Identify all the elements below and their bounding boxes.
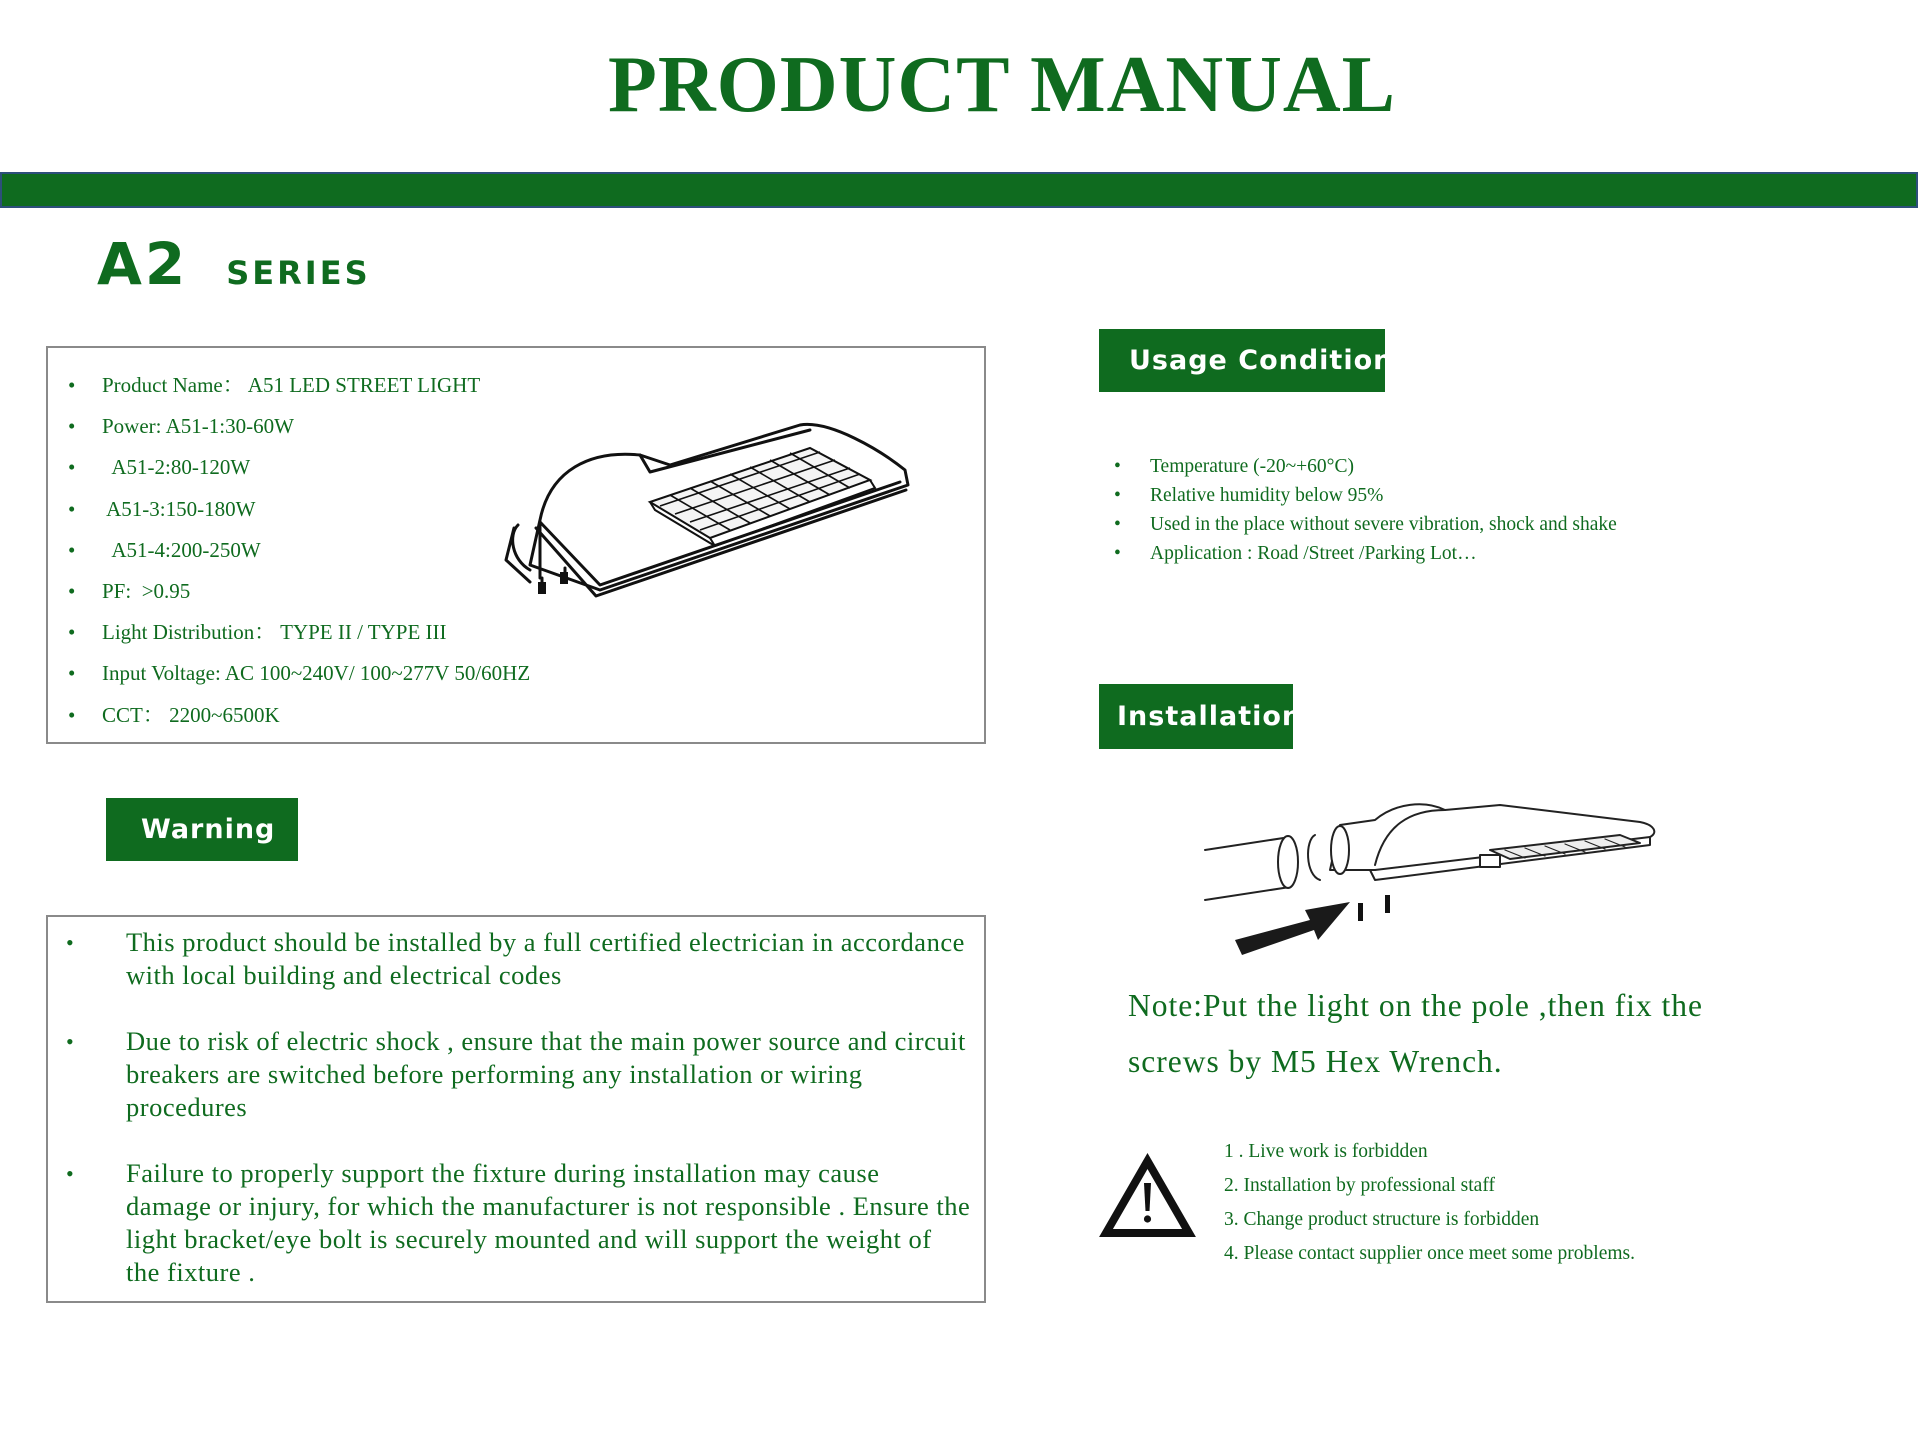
spec-item: • Input Voltage: AC 100~240V/ 100~277V 50/60HZ <box>102 658 530 699</box>
usage-item: • Temperature (-20~+60°C) <box>1150 452 1650 481</box>
series-word: series <box>226 241 371 295</box>
caution-item: 2. Installation by professional staff <box>1224 1175 1495 1196</box>
header-banner <box>0 172 1918 208</box>
spec-item: • A51-2:80-120W <box>102 452 530 493</box>
caution-item: 3. Change product structure is forbidden <box>1224 1209 1540 1230</box>
warning-item: • This product should be installed by a full certified electrician in accordance with local building and electrical codes <box>126 926 971 992</box>
spec-item: • CCT： 2200~6500K <box>102 700 530 741</box>
usage-conditions-label: Usage Conditions <box>1099 329 1385 392</box>
usage-item: • Application : Road /Street /Parking Lot… <box>1150 539 1650 568</box>
street-light-illustration <box>500 410 920 600</box>
usage-item: • Used in the place without severe vibration, shock and shake <box>1150 510 1650 539</box>
caution-list <box>1224 1138 1635 1274</box>
series-heading <box>97 230 371 298</box>
spec-item: • Product Name： A51 LED STREET LIGHT <box>102 370 530 411</box>
installation-illustration <box>1200 795 1700 955</box>
warning-item: • Due to risk of electric shock , ensure that the main power source and circuit breakers are switched before performing any installation or wiring procedures <box>126 1025 971 1124</box>
series-model: A2 <box>97 230 189 298</box>
warning-label: Warning <box>106 798 298 861</box>
spec-list <box>102 370 530 741</box>
spec-item: • A51-4:200-250W <box>102 535 530 576</box>
caution-item: 4. Please contact supplier once meet some problems. <box>1224 1243 1636 1264</box>
usage-conditions-list <box>1150 452 1650 568</box>
spec-item: • PF: >0.95 <box>102 576 530 617</box>
warning-list <box>126 926 971 1322</box>
spec-item: • Power: A51-1:30-60W <box>102 411 530 452</box>
warning-triangle-icon <box>1100 1155 1195 1240</box>
spec-item: • Light Distribution： TYPE II / TYPE III <box>102 617 530 658</box>
caution-item: 1 . Live work is forbidden <box>1224 1141 1428 1162</box>
spec-item: • A51-3:150-180W <box>102 494 530 535</box>
usage-item: • Relative humidity below 95% <box>1150 481 1650 510</box>
warning-item: • Failure to properly support the fixture during installation may cause damage or injury, for which the manufacturer is not responsible . Ensure the light bracket/eye bolt is securely mounted and will support the weight of the fixture . <box>126 1157 971 1289</box>
installation-label: Installation <box>1099 684 1293 749</box>
page-title: PRODUCT MANUAL <box>607 41 1397 129</box>
installation-note: Note:Put the light on the pole ,then fix the screws by M5 Hex Wrench. <box>1128 988 1704 1079</box>
